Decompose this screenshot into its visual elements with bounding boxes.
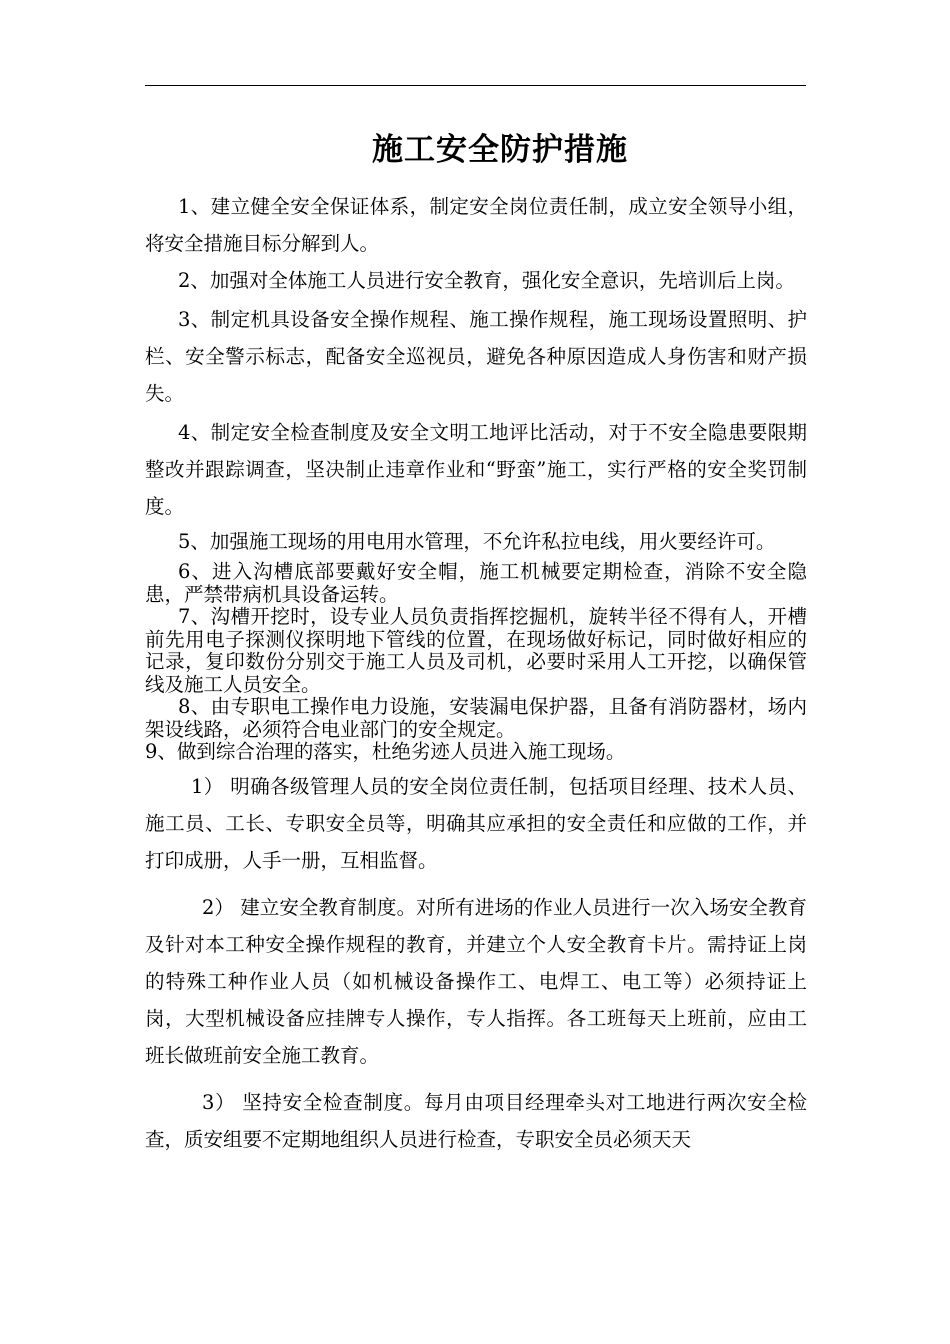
- paragraph-9: 9、做到综合治理的落实，杜绝劣迹人员进入施工现场。: [145, 740, 626, 763]
- paragraph-5: 5、加强施工现场的用电用水管理，不允许私拉电线，用火要经许可。: [178, 530, 776, 553]
- paragraph-6: 6、进入沟槽底部要戴好安全帽，施工机械要定期检查，消除不安全隐患，严禁带病机具设备运转。: [145, 560, 807, 606]
- list-item-3: 3） 坚持安全检查制度。每月由项目经理牵头对工地进行两次安全检查，质安组要不定期地组织人员进行检查，专职安全员必须天天: [145, 1090, 807, 1151]
- paragraph-3: 3、制定机具设备安全操作规程、施工操作规程，施工现场设置照明、护栏、安全警示标志，配备安全巡视员，避免各种原因造成人身伤害和财产损失。: [145, 308, 807, 405]
- paragraph-2: 2、加强对全体施工人员进行安全教育，强化安全意识，先培训后上岗。: [178, 269, 795, 292]
- header-rule: [145, 85, 806, 86]
- paragraph-4: 4、制定安全检查制度及安全文明工地评比活动，对于不安全隐患要限期整改并跟踪调查，坚决制止违章作业和“野蛮”施工，实行严格的安全奖罚制度。: [145, 421, 807, 518]
- paragraph-8: 8、由专职电工操作电力设施，安装漏电保护器，且备有消防器材，场内架设线路，必须符合电业部门的安全规定。: [145, 695, 807, 741]
- document-body: [145, 188, 807, 1158]
- paragraph-7: 7、沟槽开挖时，设专业人员负责指挥挖掘机，旋转半径不得有人，开槽前先用电子探测仪探明地下管线的位置，在现场做好标记，同时做好相应的记录，复印数份分别交于施工人员及司机，必要时采用人工开挖，以确保管线及施工人员安全。: [145, 605, 807, 696]
- document-title: 施工安全防护措施: [372, 132, 628, 168]
- list-item-1: 1） 明确各级管理人员的安全岗位责任制，包括项目经理、技术人员、施工员、工长、专职安全员等，明确其应承担的安全责任和应做的工作，并打印成册，人手一册，互相监督。: [145, 774, 807, 872]
- paragraph-1: 1、建立健全安全保证体系，制定安全岗位责任制，成立安全领导小组，将安全措施目标分解到人。: [145, 195, 807, 255]
- list-item-2: 2） 建立安全教育制度。对所有进场的作业人员进行一次入场安全教育及针对本工种安全操作规程的教育，并建立个人安全教育卡片。需持证上岗的特殊工种作业人员（如机械设备操作工、电焊工、电工等）必须持证上岗，大型机械设备应挂牌专人操作，专人指挥。各工班每天上班前，应由工班长做班前安全施工教育。: [145, 895, 807, 1067]
